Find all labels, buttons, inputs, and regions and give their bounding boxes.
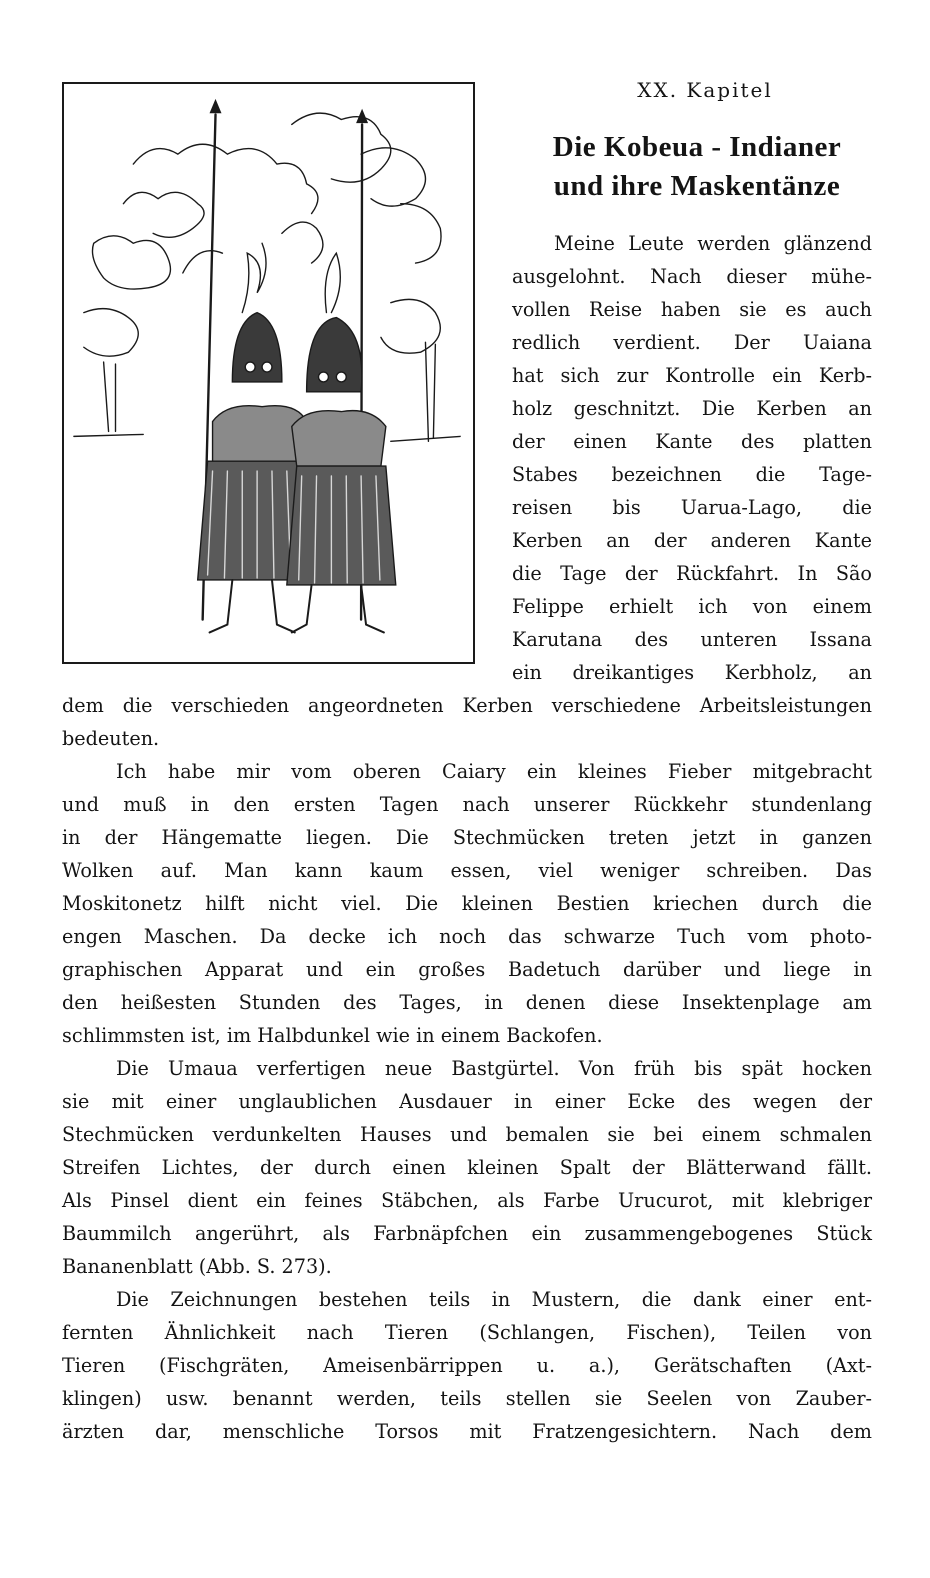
text-line: vollen Reise haben sie es auch — [512, 298, 872, 321]
page-title — [512, 128, 882, 206]
text-line: graphischen Apparat und ein großes Badetuch darüber und liege in — [62, 958, 872, 981]
text-line: Felippe erhielt ich von einem — [512, 595, 872, 618]
title-line: und ihre Maskentänze — [553, 170, 841, 202]
text-line: engen Maschen. Da decke ich noch das schwarze Tuch vom photo- — [62, 925, 872, 948]
text-line: reisen bis Uarua-Lago, die — [512, 496, 872, 519]
text-line: Bananenblatt (Abb. S. 273). — [62, 1255, 332, 1278]
title-line: Die Kobeua - Indianer — [552, 131, 842, 163]
masked-dancers-illustration-icon — [64, 84, 473, 662]
text-line: Stechmücken verdunkelten Hauses und bemalen sie bei einem schmalen — [62, 1123, 872, 1146]
text-line: Meine Leute werden glänzend — [554, 232, 872, 255]
text-line: Kerben an der anderen Kante — [512, 529, 872, 552]
text-line: die Tage der Rückfahrt. In São — [512, 562, 872, 585]
text-line: hat sich zur Kontrolle ein Kerb- — [512, 364, 872, 387]
figure-illustration — [62, 82, 475, 664]
text-line: Wolken auf. Man kann kaum essen, viel weniger schreiben. Das — [62, 859, 872, 882]
text-line: in der Hängematte liegen. Die Stechmücken treten jetzt in ganzen — [62, 826, 872, 849]
text-line: Ich habe mir vom oberen Caiary ein kleines Fieber mitgebracht — [116, 760, 872, 783]
text-line: Karutana des unteren Issana — [512, 628, 872, 651]
text-line: klingen) usw. benannt werden, teils stellen sie Seelen von Zauber- — [62, 1387, 872, 1410]
text-line: bedeuten. — [62, 727, 160, 750]
text-line: den heißesten Stunden des Tages, in denen diese Insektenplage am — [62, 991, 872, 1014]
text-line: redlich verdient. Der Uaiana — [512, 331, 872, 354]
text-line: dem die verschieden angeordneten Kerben verschiedene Arbeitsleistungen — [62, 694, 872, 717]
text-line: Streifen Lichtes, der durch einen kleinen Spalt der Blätterwand fällt. — [62, 1156, 872, 1179]
text-line: ausgelohnt. Nach dieser mühe- — [512, 265, 872, 288]
text-line: holz geschnitzt. Die Kerben an — [512, 397, 872, 420]
text-line: und muß in den ersten Tagen nach unserer Rückkehr stundenlang — [62, 793, 872, 816]
text-line: schlimmsten ist, im Halbdunkel wie in einem Backofen. — [62, 1024, 603, 1047]
text-line: Moskitonetz hilft nicht viel. Die kleinen Bestien kriechen durch die — [62, 892, 872, 915]
text-line: Die Zeichnungen bestehen teils in Mustern, die dank einer ent- — [116, 1288, 872, 1311]
text-line: Als Pinsel dient ein feines Stäbchen, als Farbe Urucurot, mit klebriger — [62, 1189, 872, 1212]
text-line: Stabes bezeichnen die Tage- — [512, 463, 872, 486]
text-line: fernten Ähnlichkeit nach Tieren (Schlangen, Fischen), Teilen von — [62, 1321, 872, 1344]
text-line: Baummilch angerührt, als Farbnäpfchen ein zusammengebogenes Stück — [62, 1222, 872, 1245]
text-line: sie mit einer unglaublichen Ausdauer in einer Ecke des wegen der — [62, 1090, 872, 1113]
chapter-heading: XX. Kapitel — [637, 78, 773, 102]
text-line: ärzten dar, menschliche Torsos mit Fratzengesichtern. Nach dem — [62, 1420, 872, 1443]
text-line: Die Umaua verfertigen neue Bastgürtel. Von früh bis spät hocken — [116, 1057, 872, 1080]
text-line: Tieren (Fischgräten, Ameisenbärrippen u. a.), Gerätschaften (Axt- — [62, 1354, 872, 1377]
text-line: ein dreikantiges Kerbholz, an — [512, 661, 872, 684]
text-line: der einen Kante des platten — [512, 430, 872, 453]
